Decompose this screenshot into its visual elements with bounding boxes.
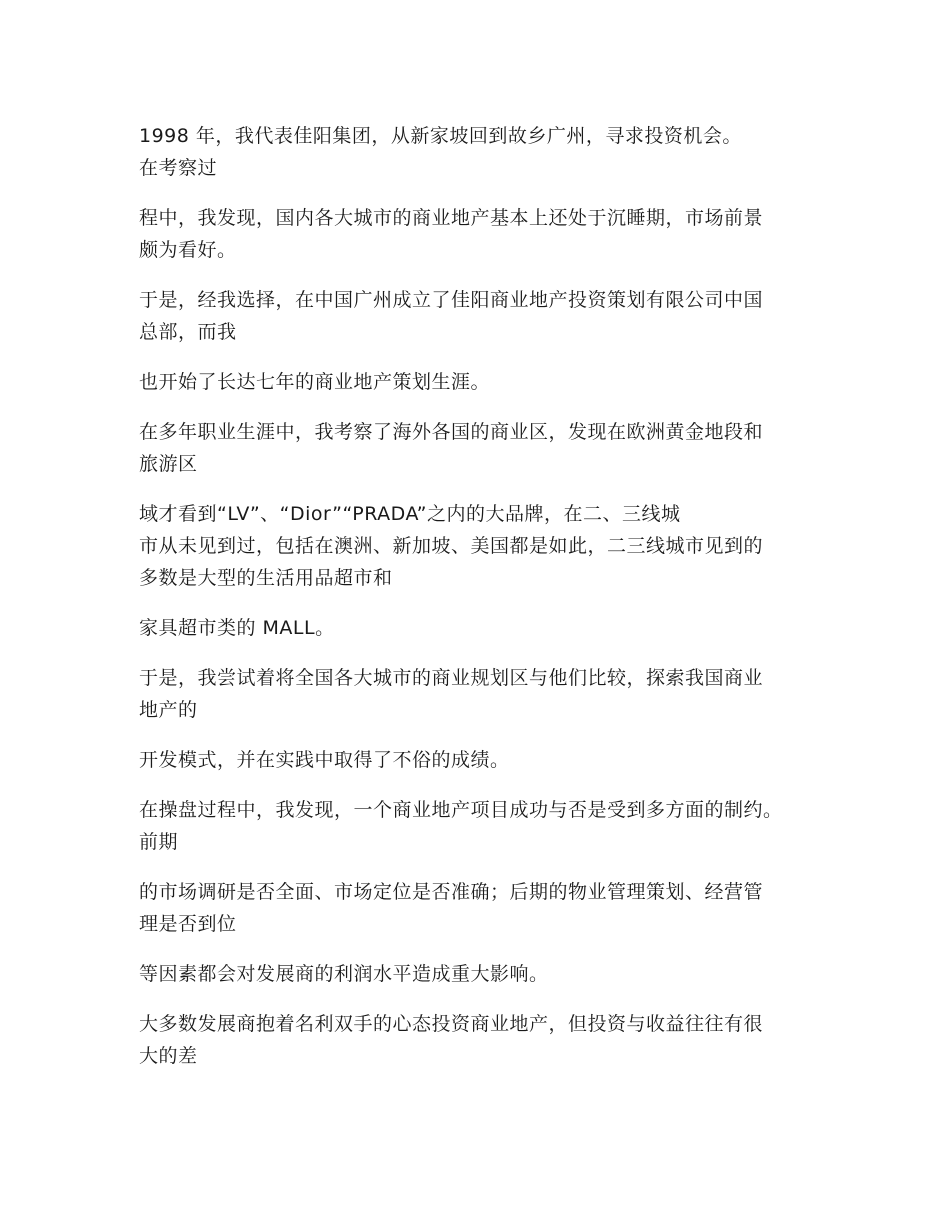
text-line: 在多年职业生涯中，我考察了海外各国的商业区，发现在欧洲黄金地段和 — [139, 421, 764, 443]
text-line: 市从未见到过，包括在澳洲、新加坡、美国都是如此，二三线城市见到的 — [139, 535, 764, 557]
text-line: 于是，我尝试着将全国各大城市的商业规划区与他们比较，探索我国商业 — [139, 667, 764, 689]
text-line: 的市场调研是否全面、市场定位是否准确；后期的物业管理策划、经营管 — [139, 881, 764, 903]
paragraph — [139, 958, 829, 990]
text-line: 在考察过 — [139, 157, 218, 179]
text-line: 大的差 — [139, 1045, 198, 1067]
paragraph — [139, 612, 829, 644]
text-line: 家具超市类的 MALL。 — [139, 617, 335, 639]
paragraph — [139, 120, 829, 184]
paragraph — [139, 744, 829, 776]
text-line: 前期 — [139, 831, 179, 853]
paragraph — [139, 416, 829, 480]
paragraph — [139, 284, 829, 348]
paragraph — [139, 366, 829, 398]
text-line: 也开始了长达七年的商业地产策划生涯。 — [139, 371, 491, 393]
text-line: 大多数发展商抱着名利双手的心态投资商业地产，但投资与收益往往有很 — [139, 1013, 764, 1035]
text-line: 在操盘过程中，我发现，一个商业地产项目成功与否是受到多方面的制约。 — [139, 799, 783, 821]
text-line: 理是否到位 — [139, 913, 237, 935]
paragraph — [139, 662, 829, 726]
paragraph — [139, 498, 829, 594]
text-line: 程中，我发现，国内各大城市的商业地产基本上还处于沉睡期，市场前景 — [139, 207, 764, 229]
paragraph — [139, 1008, 829, 1072]
paragraph — [139, 202, 829, 266]
document-body — [139, 120, 829, 1090]
text-line: 总部，而我 — [139, 321, 237, 343]
paragraph — [139, 876, 829, 940]
text-line: 多数是大型的生活用品超市和 — [139, 567, 393, 589]
text-line: 域才看到“LV”、“Dior”“PRADA”之内的大品牌，在二、三线城 — [139, 503, 681, 525]
text-line: 颇为看好。 — [139, 239, 237, 261]
text-line: 1998 年，我代表佳阳集团，从新家坡回到故乡广州，寻求投资机会。 — [139, 125, 742, 147]
text-line: 于是，经我选择，在中国广州成立了佳阳商业地产投资策划有限公司中国 — [139, 289, 764, 311]
text-line: 旅游区 — [139, 453, 198, 475]
text-line: 开发模式，并在实践中取得了不俗的成绩。 — [139, 749, 510, 771]
paragraph — [139, 794, 829, 858]
text-line: 等因素都会对发展商的利润水平造成重大影响。 — [139, 963, 549, 985]
text-line: 地产的 — [139, 699, 198, 721]
